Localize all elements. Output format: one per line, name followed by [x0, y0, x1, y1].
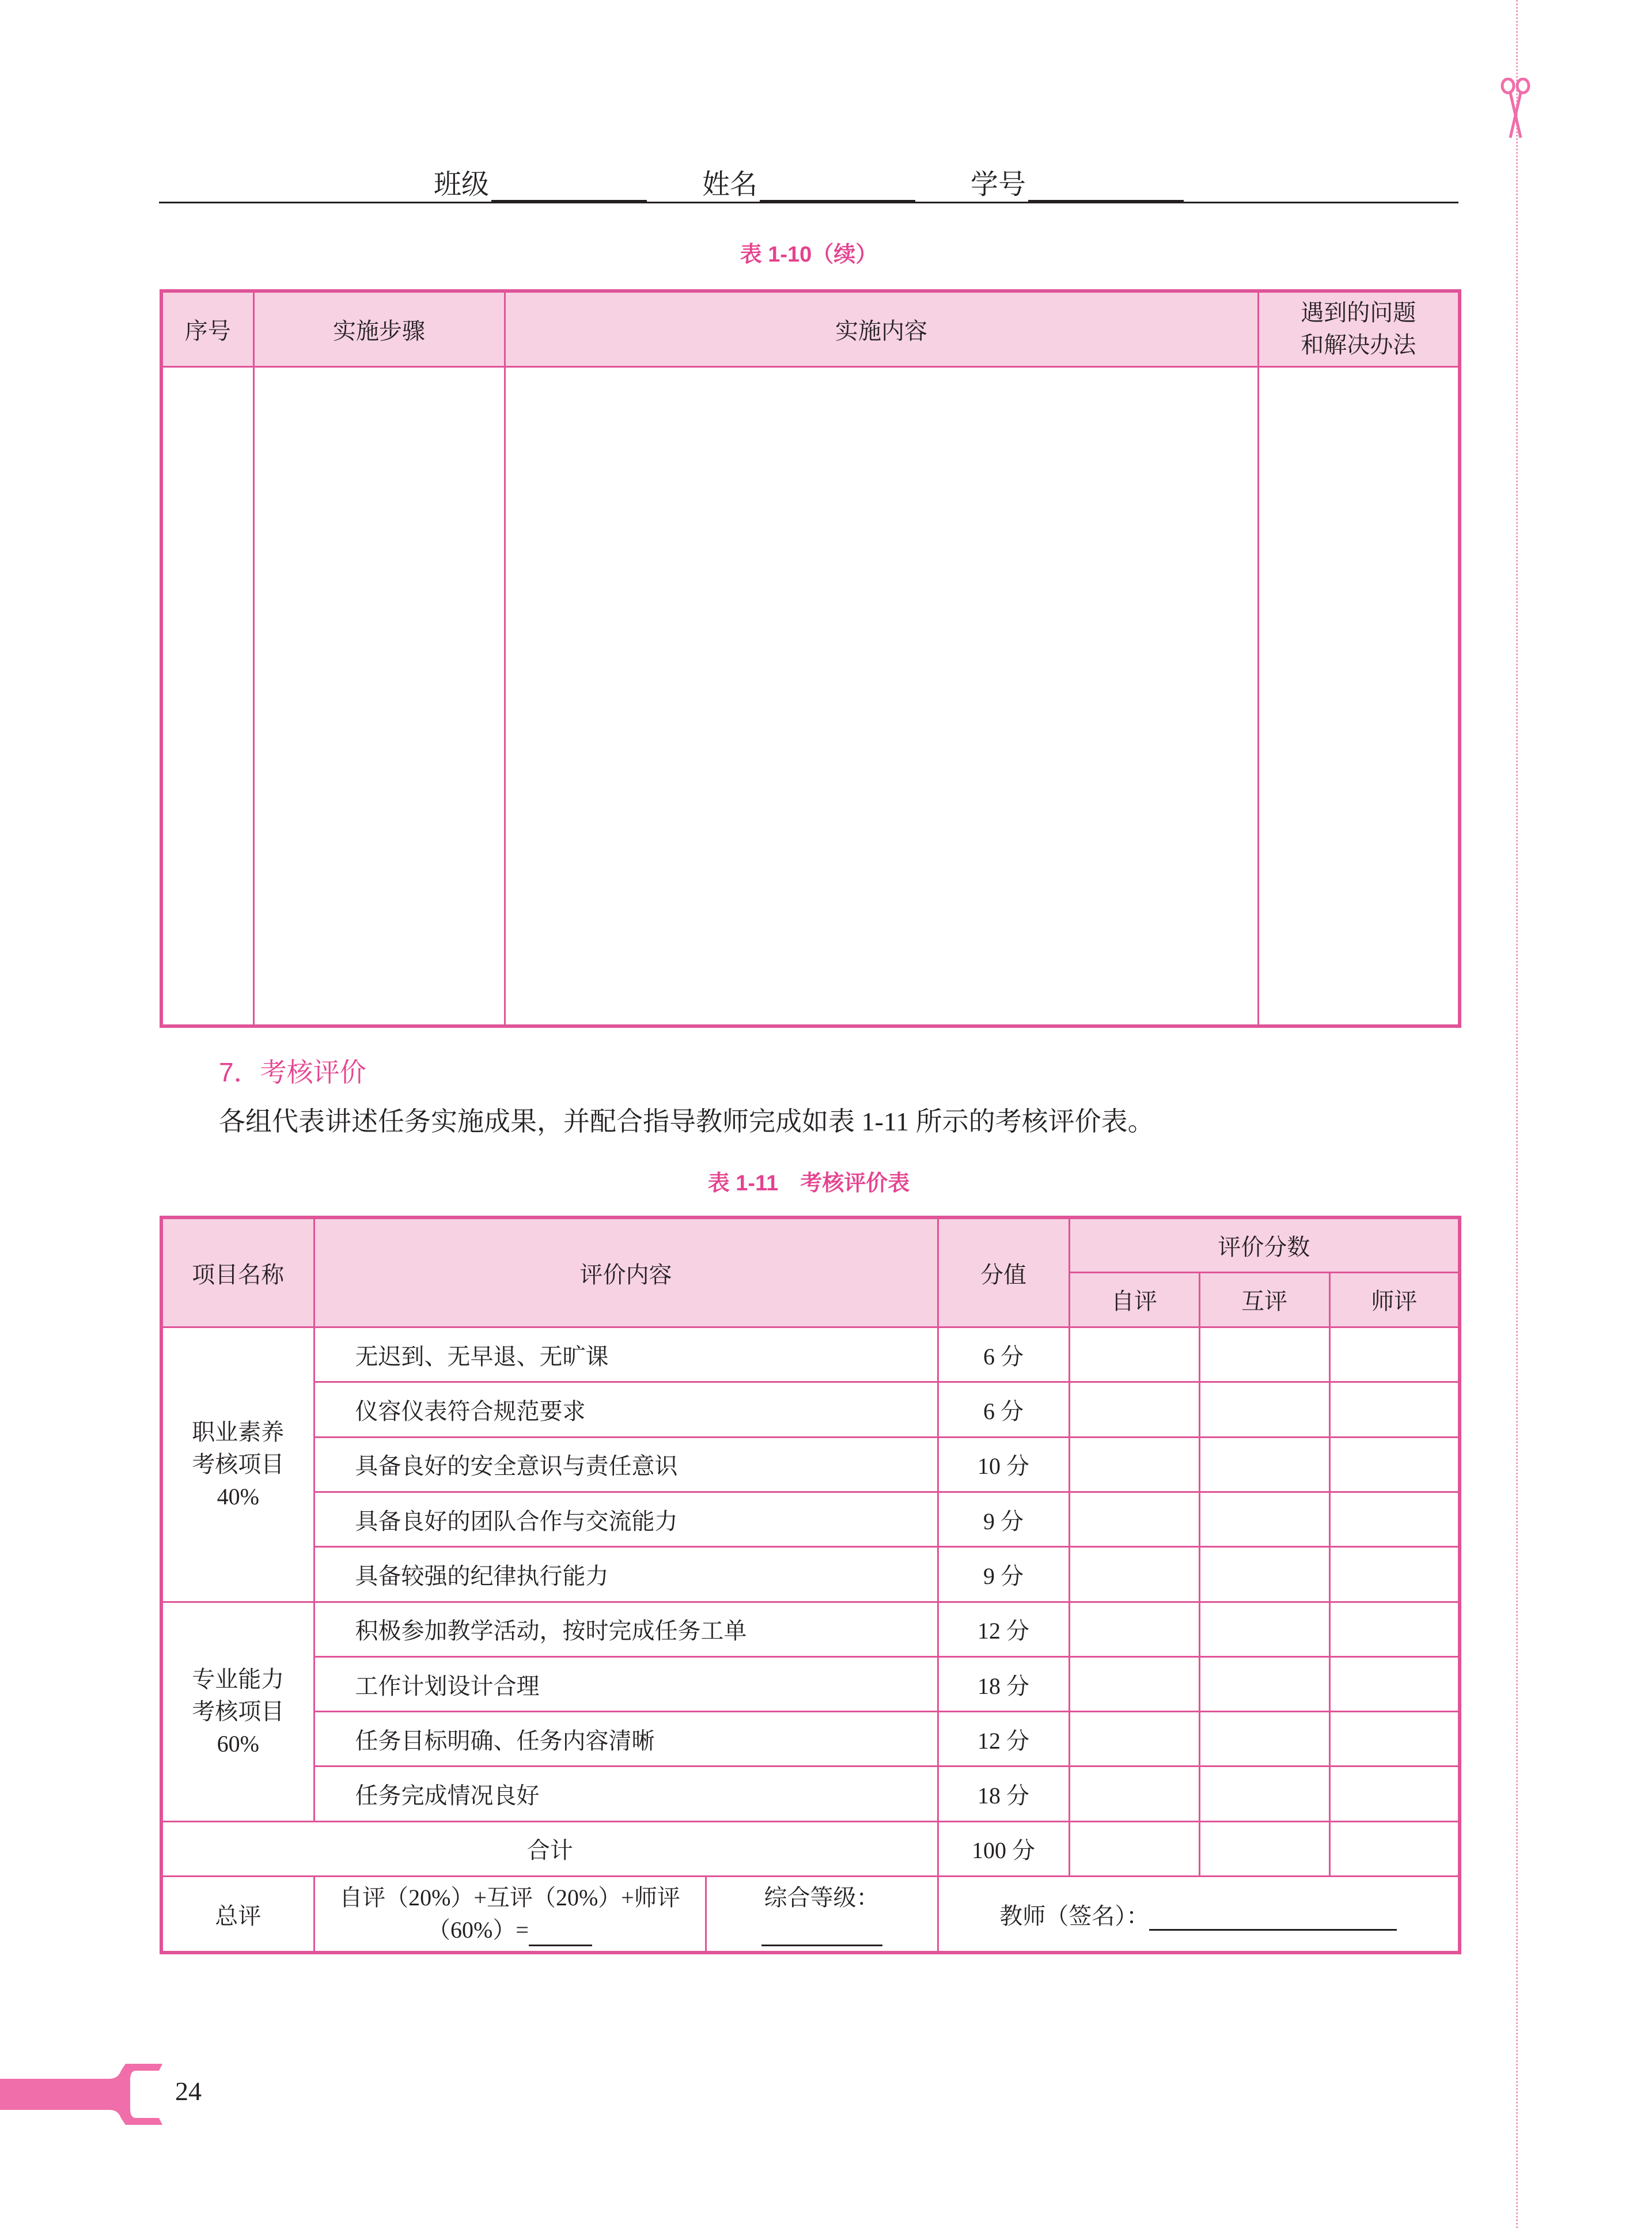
- table-row: [161, 1656, 1460, 1711]
- self-score-cell[interactable]: [1069, 1656, 1199, 1711]
- cut-line: [1516, 0, 1518, 2228]
- content-cell[interactable]: [505, 366, 1258, 1026]
- teacher-score-cell[interactable]: [1329, 1656, 1460, 1711]
- student-info-header: [159, 156, 1458, 202]
- peer-score-cell[interactable]: [1199, 1437, 1329, 1492]
- col-header-problems-line2: 和解决办法: [1301, 332, 1416, 358]
- grade-line-wrap: [707, 1914, 937, 1946]
- eval-score: 18 分: [938, 1766, 1069, 1821]
- eval-score: 6 分: [938, 1382, 1069, 1437]
- group1-line2: 考核项目: [192, 1451, 285, 1477]
- eval-score: 10 分: [938, 1437, 1069, 1492]
- grade-input[interactable]: [761, 1927, 882, 1946]
- group2-line2: 考核项目: [192, 1698, 285, 1724]
- table-row: [161, 1382, 1460, 1437]
- problems-cell[interactable]: [1258, 366, 1460, 1026]
- name-field: [702, 162, 915, 202]
- header-content: 评价内容: [314, 1217, 938, 1327]
- teacher-score-cell[interactable]: [1329, 1766, 1460, 1821]
- teacher-score-cell[interactable]: [1329, 1492, 1460, 1546]
- eval-content: 具备良好的安全意识与责任意识: [314, 1437, 938, 1492]
- eval-content: 积极参加教学活动，按时完成任务工单: [314, 1602, 938, 1656]
- section-text: 各组代表讲述任务实施成果，并配合指导教师完成如表 1-11 所示的考核评价表。: [219, 1107, 1154, 1136]
- table2-header-row1: [161, 1217, 1460, 1272]
- eval-content: 具备较强的纪律执行能力: [314, 1547, 938, 1602]
- eval-content: 仪容仪表符合规范要求: [314, 1382, 938, 1437]
- summary-grade: [706, 1877, 938, 1953]
- header-score: 分值: [938, 1217, 1069, 1327]
- formula-line2: （60%）=: [427, 1917, 529, 1943]
- student-id-input-line[interactable]: [1028, 170, 1184, 202]
- self-score-cell[interactable]: [1069, 1602, 1199, 1656]
- col-header-content: 实施内容: [505, 291, 1258, 366]
- group1-line1: 职业素养: [192, 1418, 285, 1445]
- student-id-field: [971, 162, 1184, 202]
- teacher-score-cell[interactable]: [1329, 1602, 1460, 1656]
- table-row: [161, 1492, 1460, 1546]
- total-label: 合计: [161, 1821, 938, 1876]
- teacher-score-cell[interactable]: [1329, 1437, 1460, 1492]
- total-score: 100 分: [938, 1821, 1069, 1876]
- peer-score-cell[interactable]: [1199, 1766, 1329, 1821]
- self-score-cell[interactable]: [1069, 1766, 1199, 1821]
- eval-content: 工作计划设计合理: [314, 1656, 938, 1711]
- student-id-label: 学号: [971, 169, 1026, 200]
- self-score-cell[interactable]: [1069, 1437, 1199, 1492]
- table1-blank-row: [161, 366, 1460, 1026]
- col-header-seq: 序号: [161, 291, 253, 366]
- col-header-problems: [1258, 291, 1460, 366]
- eval-content: 具备良好的团队合作与交流能力: [314, 1492, 938, 1546]
- summary-teacher-sign: [938, 1877, 1460, 1953]
- teacher-score-cell[interactable]: [1329, 1382, 1460, 1437]
- page-tab-icon: [0, 2063, 173, 2126]
- eval-score: 6 分: [938, 1327, 1069, 1382]
- summary-row: [161, 1877, 1460, 1953]
- peer-total-cell[interactable]: [1199, 1821, 1329, 1876]
- table-row: [161, 1766, 1460, 1821]
- teacher-sign-input[interactable]: [1149, 1904, 1397, 1931]
- eval-content: 无迟到、无早退、无旷课: [314, 1327, 938, 1382]
- table-row: [161, 1437, 1460, 1492]
- table1-header-row: [161, 291, 1460, 366]
- group2-weight: 60%: [217, 1730, 259, 1757]
- peer-score-cell[interactable]: [1199, 1602, 1329, 1656]
- formula-result-input[interactable]: [529, 1919, 592, 1946]
- summary-label: 总评: [161, 1877, 314, 1953]
- class-input-line[interactable]: [491, 170, 647, 202]
- eval-content: 任务目标明确、任务内容清晰: [314, 1712, 938, 1766]
- name-input-line[interactable]: [760, 170, 915, 202]
- teacher-score-cell[interactable]: [1329, 1547, 1460, 1602]
- teacher-total-cell[interactable]: [1329, 1821, 1460, 1876]
- formula-line1: 自评（20%）+互评（20%）+师评: [339, 1885, 680, 1911]
- self-score-cell[interactable]: [1069, 1382, 1199, 1437]
- group-professional-ability: [161, 1602, 314, 1821]
- group1-weight: 40%: [217, 1483, 259, 1510]
- summary-formula: [314, 1877, 706, 1953]
- name-label: 姓名: [702, 169, 757, 200]
- table-row: [161, 1602, 1460, 1656]
- page-number: 24: [175, 2076, 202, 2106]
- eval-score: 12 分: [938, 1712, 1069, 1766]
- eval-score: 9 分: [938, 1547, 1069, 1602]
- teacher-sign-label: 教师（签名）：: [999, 1902, 1150, 1929]
- group-professional-quality: [161, 1327, 314, 1602]
- group2-line1: 专业能力: [192, 1666, 285, 1692]
- table2-caption: 表 1-11 考核评价表: [707, 1171, 910, 1196]
- self-score-cell[interactable]: [1069, 1547, 1199, 1602]
- table-row: [161, 1712, 1460, 1766]
- eval-score: 12 分: [938, 1602, 1069, 1656]
- table1-caption: 表 1-10（续）: [740, 243, 878, 267]
- scissors-icon: [1495, 78, 1536, 141]
- self-total-cell[interactable]: [1069, 1821, 1199, 1876]
- implementation-table: [160, 289, 1461, 1028]
- seq-cell[interactable]: [161, 366, 253, 1026]
- header-peer: 互评: [1199, 1272, 1329, 1327]
- eval-content: 任务完成情况良好: [314, 1766, 938, 1821]
- grade-label: 综合等级：: [764, 1885, 880, 1911]
- step-cell[interactable]: [253, 366, 505, 1026]
- self-score-cell[interactable]: [1069, 1327, 1199, 1382]
- class-label: 班级: [433, 169, 489, 200]
- peer-score-cell[interactable]: [1199, 1712, 1329, 1766]
- self-score-cell[interactable]: [1069, 1712, 1199, 1766]
- table-row: [161, 1547, 1460, 1602]
- evaluation-table: [160, 1216, 1461, 1954]
- peer-score-cell[interactable]: [1199, 1492, 1329, 1546]
- col-header-problems-line1: 遇到的问题: [1301, 300, 1416, 326]
- header-item-name: 项目名称: [161, 1217, 314, 1327]
- col-header-step: 实施步骤: [253, 291, 505, 366]
- total-row: [161, 1821, 1460, 1876]
- peer-score-cell[interactable]: [1199, 1656, 1329, 1711]
- section-title: 7．考核评价: [219, 1057, 366, 1087]
- class-field: [434, 162, 647, 202]
- teacher-score-cell[interactable]: [1329, 1712, 1460, 1766]
- header-eval-score: 评价分数: [1069, 1217, 1460, 1272]
- eval-score: 18 分: [938, 1656, 1069, 1711]
- teacher-score-cell[interactable]: [1329, 1327, 1460, 1382]
- peer-score-cell[interactable]: [1199, 1327, 1329, 1382]
- table-row: [161, 1327, 1460, 1382]
- header-divider: [159, 202, 1458, 203]
- peer-score-cell[interactable]: [1199, 1547, 1329, 1602]
- header-teacher: 师评: [1329, 1272, 1460, 1327]
- header-self: 自评: [1069, 1272, 1199, 1327]
- self-score-cell[interactable]: [1069, 1492, 1199, 1546]
- eval-score: 9 分: [938, 1492, 1069, 1546]
- peer-score-cell[interactable]: [1199, 1382, 1329, 1437]
- formula-line2-wrap: [315, 1914, 705, 1946]
